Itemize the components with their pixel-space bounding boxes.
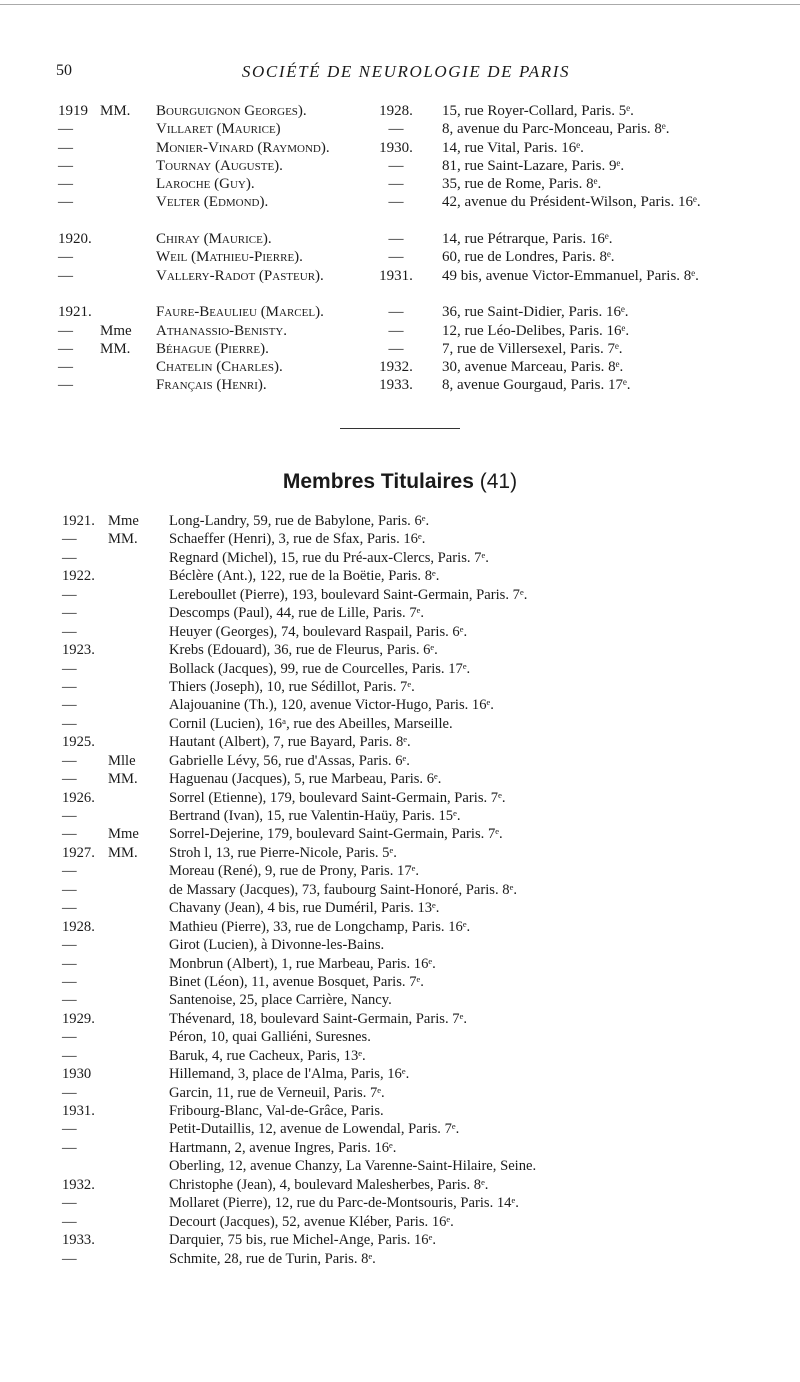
member-name: Athanassio-Benisty. [156, 322, 288, 339]
member-entry: Sorrel-Dejerine, 179, boulevard Saint-Germain, Paris. 7ᵉ. [169, 826, 503, 843]
member-entry: Fribourg-Blanc, Val-de-Grâce, Paris. [169, 1103, 384, 1119]
membership-year: — [62, 826, 77, 843]
list-item [62, 1231, 782, 1249]
member-entry: Schmite, 28, rue de Turin, Paris. 8ᵉ. [169, 1250, 376, 1267]
member-entry: Hillemand, 3, place de l'Alma, Paris, 16ᵉ. [169, 1066, 410, 1083]
member-entry: Chavany (Jean), 4 bis, rue Duméril, Paris. 13ᵉ. [169, 900, 440, 917]
second-year: 1928. [379, 103, 413, 119]
list-item [62, 1194, 782, 1212]
list-item [62, 973, 782, 991]
member-name: Monier-Vinard (Raymond). [156, 139, 330, 156]
membership-year: 1920. [58, 231, 92, 248]
membership-year: 1930 [62, 1066, 92, 1083]
member-name: Tournay (Auguste). [156, 157, 283, 174]
membership-year: — [62, 937, 77, 954]
list-item [62, 715, 782, 733]
second-year: — [388, 231, 404, 248]
membership-year: — [62, 1047, 77, 1064]
member-entry: Mathieu (Pierre), 33, rue de Longchamp, Paris. 16ᵉ. [169, 918, 471, 935]
member-entry: Thiers (Joseph), 10, rue Sédillot, Paris. 7ᵉ. [169, 678, 415, 695]
member-name: Velter (Edmond). [156, 194, 269, 211]
table-row [58, 193, 778, 230]
membership-year: — [58, 249, 73, 266]
member-entry: Cornil (Lucien), 16ᵃ, rue des Abeilles, Marseille. [169, 715, 453, 732]
member-entry: Haguenau (Jacques), 5, rue Marbeau, Paris. 6ᵉ. [169, 771, 442, 788]
membership-year: — [58, 121, 73, 138]
member-entry: Mollaret (Pierre), 12, rue du Parc-de-Montsouris, Paris. 14ᵉ. [169, 1195, 519, 1212]
member-entry: Monbrun (Albert), 1, rue Marbeau, Paris. 16ᵉ. [169, 955, 436, 972]
list-item [62, 660, 782, 678]
list-item [62, 1213, 782, 1231]
list-item [62, 1102, 782, 1120]
second-year: 1930. [379, 139, 413, 156]
membership-year: — [58, 377, 73, 394]
member-name: Chiray (Maurice). [156, 231, 272, 248]
member-entry: Stroh l, 13, rue Pierre-Nicole, Paris. 5ᵉ. [169, 844, 397, 861]
honorific: MM. [108, 844, 138, 861]
membership-year: — [58, 176, 73, 193]
membership-year: — [62, 697, 77, 714]
second-year: 1933. [379, 377, 413, 394]
honorific: Mme [100, 322, 132, 339]
list-item [62, 1028, 782, 1046]
membership-year: 1927. [62, 844, 95, 861]
member-entry: Béclère (Ant.), 122, rue de la Boëtie, Paris. 8ᵉ. [169, 568, 440, 585]
members-table-upper [58, 102, 778, 395]
list-item [62, 604, 782, 622]
membership-year: 1926. [62, 789, 95, 806]
membership-year: — [58, 359, 73, 376]
member-address: 42, avenue du Président-Wilson, Paris. 16ᵉ. [442, 194, 701, 211]
member-entry: Girot (Lucien), à Divonne-les-Bains. [169, 937, 385, 954]
table-row [58, 139, 778, 157]
honorific: Mlle [108, 752, 136, 769]
honorific: Mme [108, 826, 139, 843]
second-year: 1932. [379, 359, 413, 376]
membership-year: — [62, 1250, 77, 1267]
member-address: 30, avenue Marceau, Paris. 8ᵉ. [442, 359, 624, 376]
member-name: Bourguignon Georges). [156, 103, 307, 119]
member-entry: Decourt (Jacques), 52, avenue Kléber, Paris. 16ᵉ. [169, 1213, 454, 1230]
list-item [62, 1176, 782, 1194]
honorific: MM. [100, 340, 131, 357]
member-entry: Regnard (Michel), 15, rue du Pré-aux-Clercs, Paris. 7ᵉ. [169, 549, 489, 566]
member-name: Vallery-Radot (Pasteur). [156, 267, 324, 284]
membership-year: — [62, 992, 77, 1009]
list-item [62, 991, 782, 1009]
membership-year: 1923. [62, 642, 95, 659]
members-titulaires-list [62, 512, 782, 1268]
table-row [58, 175, 778, 193]
member-entry: Thévenard, 18, boulevard Saint-Germain, Paris. 7ᵉ. [169, 1010, 467, 1027]
member-entry: Santenoise, 25, place Carrière, Nancy. [169, 992, 392, 1009]
list-item [62, 844, 782, 862]
membership-year: — [58, 139, 73, 156]
page-number: 50 [56, 62, 72, 79]
membership-year: 1919 [58, 103, 88, 119]
member-entry: Binet (Léon), 11, avenue Bosquet, Paris. 7ᵉ. [169, 973, 424, 990]
list-item [62, 1084, 782, 1102]
member-name: Weil (Mathieu-Pierre). [156, 249, 303, 266]
membership-year: — [58, 194, 73, 211]
honorific: MM. [108, 531, 138, 548]
member-address: 7, rue de Villersexel, Paris. 7ᵉ. [442, 340, 623, 357]
list-item [62, 752, 782, 770]
membership-year: 1922. [62, 568, 95, 585]
list-item [62, 733, 782, 751]
section-divider [340, 428, 460, 429]
list-item [62, 807, 782, 825]
list-item [62, 678, 782, 696]
membership-year: — [62, 973, 77, 990]
list-item [62, 530, 782, 548]
member-address: 60, rue de Londres, Paris. 8ᵉ. [442, 249, 615, 266]
member-address: 35, rue de Rome, Paris. 8ᵉ. [442, 176, 602, 193]
membership-year: — [62, 1029, 77, 1046]
membership-year: — [62, 660, 77, 677]
member-entry: Bollack (Jacques), 99, rue de Courcelles, Paris. 17ᵉ. [169, 660, 471, 677]
table-row [58, 340, 778, 358]
membership-year: — [62, 1121, 77, 1138]
list-item [62, 1139, 782, 1157]
membership-year: 1928. [62, 918, 95, 935]
member-entry: Krebs (Edouard), 36, rue de Fleurus, Paris. 6ᵉ. [169, 642, 438, 659]
second-year: — [388, 322, 404, 339]
second-year: — [388, 304, 404, 321]
second-year: — [388, 249, 404, 266]
table-row [58, 157, 778, 175]
membership-year: 1933. [62, 1232, 95, 1249]
second-year: — [388, 176, 404, 193]
member-address: 14, rue Pétrarque, Paris. 16ᵉ. [442, 231, 613, 248]
list-item [62, 789, 782, 807]
membership-year: — [58, 340, 73, 357]
membership-year: — [62, 1213, 77, 1230]
membership-year: — [62, 623, 77, 640]
membership-year: — [58, 157, 73, 174]
member-entry: Long-Landry, 59, rue de Babylone, Paris. 6ᵉ. [169, 513, 430, 529]
second-year: — [388, 157, 404, 174]
member-entry: Sorrel (Etienne), 179, boulevard Saint-Germain, Paris. 7ᵉ. [169, 789, 506, 806]
member-entry: Hartmann, 2, avenue Ingres, Paris. 16ᵉ. [169, 1139, 397, 1156]
membership-year: — [62, 605, 77, 622]
member-entry: Bertrand (Ivan), 15, rue Valentin-Haüy, Paris. 15ᵉ. [169, 808, 461, 824]
member-name: Laroche (Guy). [156, 176, 255, 193]
membership-year: — [62, 1139, 77, 1156]
table-row [58, 358, 778, 376]
membership-year: — [62, 863, 77, 880]
membership-year: — [58, 267, 73, 284]
honorific: Mme [108, 513, 139, 529]
member-entry: Gabrielle Lévy, 56, rue d'Assas, Paris. 6ᵉ. [169, 752, 410, 769]
member-address: 36, rue Saint-Didier, Paris. 16ᵉ. [442, 304, 629, 321]
membership-year: 1929. [62, 1010, 95, 1027]
section-title: Membres Titulaires [282, 470, 474, 493]
membership-year: — [62, 900, 77, 917]
membership-year: 1921. [58, 304, 92, 321]
running-title: SOCIÉTÉ DE NEUROLOGIE DE PARIS [241, 62, 571, 81]
membership-year: — [62, 678, 77, 695]
page-top-rule [0, 4, 800, 5]
honorific: MM. [108, 771, 138, 788]
membership-year: 1921. [62, 513, 95, 529]
list-item [62, 1120, 782, 1138]
membership-year: — [62, 771, 77, 788]
membership-year: — [62, 549, 77, 566]
table-row [58, 267, 778, 304]
list-item [62, 567, 782, 585]
membership-year: — [62, 1084, 77, 1101]
list-item [62, 862, 782, 880]
member-entry: Lereboullet (Pierre), 193, boulevard Saint-Germain, Paris. 7ᵉ. [169, 586, 528, 603]
membership-year: 1931. [62, 1103, 95, 1119]
member-entry: Schaeffer (Henri), 3, rue de Sfax, Paris. 16ᵉ. [169, 531, 426, 548]
member-entry: Moreau (René), 9, rue de Prony, Paris. 17ᵉ. [169, 863, 420, 880]
page-header [56, 62, 756, 84]
member-entry: Christophe (Jean), 4, boulevard Malesherbes, Paris. 8ᵉ. [169, 1176, 489, 1193]
list-item [62, 623, 782, 641]
list-item [62, 512, 782, 530]
list-item [62, 1157, 782, 1175]
member-entry: Descomps (Paul), 44, rue de Lille, Paris. 7ᵉ. [169, 605, 425, 622]
membership-year: — [62, 752, 77, 769]
table-row [58, 376, 778, 394]
member-address: 12, rue Léo-Delibes, Paris. 16ᵉ. [442, 322, 630, 339]
second-year: — [388, 340, 404, 357]
second-year: — [388, 121, 404, 138]
list-item [62, 586, 782, 604]
list-item [62, 1065, 782, 1083]
list-item [62, 641, 782, 659]
table-row [58, 322, 778, 340]
list-item [62, 936, 782, 954]
member-name: Faure-Beaulieu (Marcel). [156, 304, 324, 321]
honorific: MM. [100, 103, 131, 119]
membership-year: — [62, 808, 77, 824]
list-item [62, 1250, 782, 1268]
member-address: 14, rue Vital, Paris. 16ᵉ. [442, 139, 584, 156]
table-row [58, 303, 778, 321]
member-address: 81, rue Saint-Lazare, Paris. 9ᵉ. [442, 157, 625, 174]
member-entry: de Massary (Jacques), 73, faubourg Saint-Honoré, Paris. 8ᵉ. [169, 881, 517, 898]
list-item [62, 1010, 782, 1028]
member-entry: Petit-Dutaillis, 12, avenue de Lowendal, Paris. 7ᵉ. [169, 1121, 460, 1138]
member-entry: Oberling, 12, avenue Chanzy, La Varenne-Saint-Hilaire, Seine. [169, 1158, 537, 1175]
member-address: 15, rue Royer-Collard, Paris. 5ᵉ. [442, 103, 634, 119]
section-count: (41) [479, 470, 518, 493]
member-name: Chatelin (Charles). [156, 359, 283, 376]
membership-year: — [62, 715, 77, 732]
membership-year: — [62, 881, 77, 898]
list-item [62, 881, 782, 899]
membership-year: — [62, 955, 77, 972]
membership-year: — [58, 322, 73, 339]
second-year: 1931. [379, 267, 413, 284]
member-address: 8, avenue du Parc-Monceau, Paris. 8ᵉ. [442, 121, 670, 138]
member-address: 8, avenue Gourgaud, Paris. 17ᵉ. [442, 377, 631, 394]
membership-year: — [62, 531, 77, 548]
list-item [62, 696, 782, 714]
member-entry: Hautant (Albert), 7, rue Bayard, Paris. 8ᵉ. [169, 734, 411, 751]
table-row [58, 248, 778, 266]
section-heading [0, 470, 800, 494]
table-row [58, 102, 778, 120]
member-entry: Péron, 10, quai Galliéni, Suresnes. [169, 1029, 371, 1046]
member-name: Villaret (Maurice) [156, 121, 281, 138]
member-entry: Heuyer (Georges), 74, boulevard Raspail, Paris. 6ᵉ. [169, 623, 468, 640]
membership-year: 1925. [62, 734, 95, 751]
table-row [58, 230, 778, 248]
list-item [62, 1047, 782, 1065]
list-item [62, 770, 782, 788]
member-entry: Baruk, 4, rue Cacheux, Paris, 13ᵉ. [169, 1047, 366, 1064]
list-item [62, 899, 782, 917]
table-row [58, 120, 778, 138]
membership-year: 1932. [62, 1176, 95, 1193]
member-name: Béhague (Pierre). [156, 340, 269, 357]
member-entry: Darquier, 75 bis, rue Michel-Ange, Paris. 16ᵉ. [169, 1232, 436, 1249]
list-item [62, 549, 782, 567]
member-entry: Garcin, 11, rue de Verneuil, Paris. 7ᵉ. [169, 1084, 385, 1101]
member-entry: Alajouanine (Th.), 120, avenue Victor-Hugo, Paris. 16ᵉ. [169, 697, 494, 714]
membership-year: — [62, 586, 77, 603]
member-name: Français (Henri). [156, 377, 267, 394]
list-item [62, 918, 782, 936]
membership-year: — [62, 1195, 77, 1212]
list-item [62, 825, 782, 843]
member-address: 49 bis, avenue Victor-Emmanuel, Paris. 8ᵉ. [442, 267, 699, 284]
second-year: — [388, 194, 404, 211]
list-item [62, 955, 782, 973]
